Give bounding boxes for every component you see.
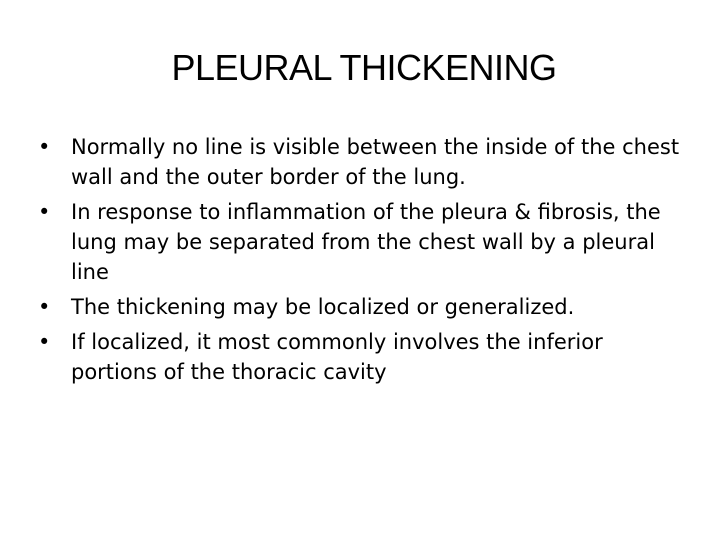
slide-title: PLEURAL THICKENING: [171, 47, 557, 88]
bullet-item: [38, 132, 688, 192]
bullet-dot-icon: •: [38, 295, 51, 319]
bullet-dot-icon: •: [38, 135, 51, 159]
bullet-item: [38, 197, 688, 287]
bullet-list: [38, 132, 688, 392]
bullet-item: [38, 327, 688, 387]
bullet-text: In response to inflammation of the pleura & fibrosis, the lung may be separated from the chest wall by a pleural line: [71, 200, 661, 284]
bullet-text: The thickening may be localized or generalized.: [71, 295, 575, 319]
bullet-text: Normally no line is visible between the inside of the chest wall and the outer border of the lung.: [71, 135, 680, 189]
bullet-dot-icon: •: [38, 330, 51, 354]
bullet-dot-icon: •: [38, 200, 51, 224]
bullet-text: If localized, it most commonly involves the inferior portions of the thoracic cavity: [71, 330, 603, 384]
bullet-item: [38, 292, 688, 322]
